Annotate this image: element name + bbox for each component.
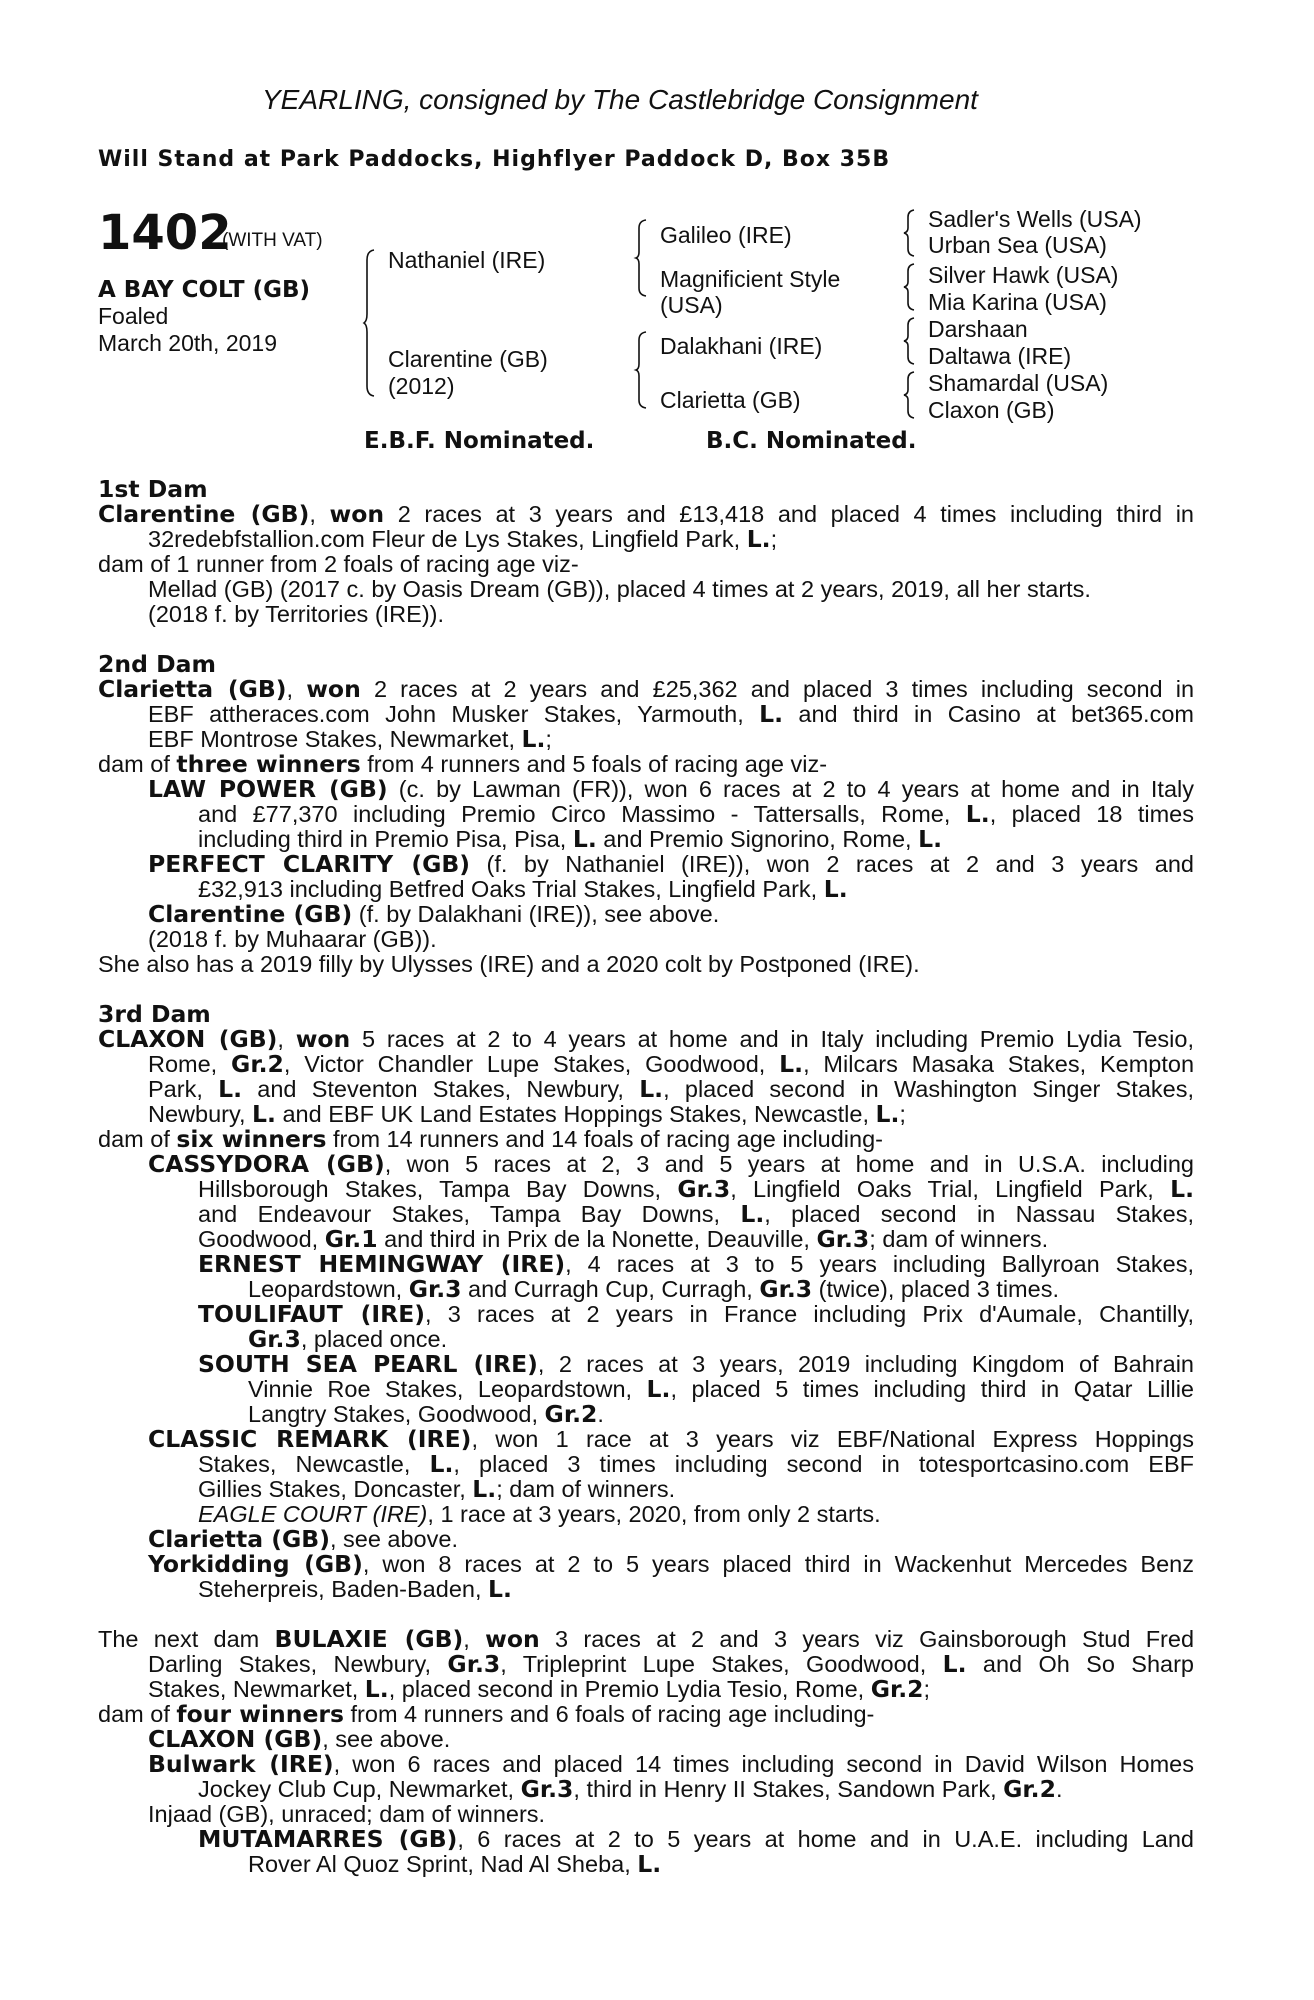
race-record: 3 races at 2 and 3 years viz Gainsborough Stud Fred <box>539 1626 1195 1652</box>
produce-line <box>198 1577 512 1602</box>
punct: ; <box>545 726 552 752</box>
text: dam of <box>98 751 177 777</box>
next-dam-line <box>148 1652 1194 1677</box>
pedigree-ssd: Urban Sea (USA) <box>928 232 1107 258</box>
race-text: and Premio Signorino, Rome, <box>596 826 919 852</box>
produce-line <box>198 1227 1048 1252</box>
text: from 14 runners and 14 foals of racing age including- <box>326 1126 883 1152</box>
group-label: Gr.2 <box>231 1050 284 1078</box>
race-text: and third in Prix de la Nonette, Deauville, <box>377 1226 817 1252</box>
race-record: 2 races at 3 years and £13,418 and placed 4 times including third in <box>397 501 1194 527</box>
grandproduce-line <box>198 1352 1194 1377</box>
produce-line <box>148 902 719 927</box>
listed-label: L. <box>875 1100 900 1128</box>
produce-line <box>148 852 1194 877</box>
pedigree-dam-year: (2012) <box>388 373 455 399</box>
produce-name: CLAXON (GB) <box>148 1725 323 1753</box>
pedigree-bracket-ss <box>904 208 916 258</box>
next-dam-line: The next dam BULAXIE (GB), won 3 races at 2 and 3 years viz Gainsborough Stud Fred <box>98 1625 1195 1653</box>
pedigree-dam: Clarentine (GB) <box>388 346 548 372</box>
race-text: , 2 races at 3 years, 2019 including Kingdom of Bahrain <box>537 1351 1194 1377</box>
produce-name: CASSYDORA (GB) <box>148 1150 385 1178</box>
race-text: , third in Henry II Stakes, Sandown Park, <box>573 1776 1004 1802</box>
race-text: ; dam of winners. <box>869 1226 1049 1252</box>
race-text: , placed second in Nassau Stakes, <box>764 1201 1195 1227</box>
pedigree-bracket-dam <box>636 330 648 410</box>
punct: . <box>1055 1776 1063 1802</box>
race-text: , Lingfield Oaks Trial, Lingfield Park, <box>730 1176 1171 1202</box>
group-label: Gr.3 <box>759 1275 813 1303</box>
produce-line <box>198 1777 1062 1802</box>
group-label: Gr.3 <box>408 1275 462 1303</box>
produce-line <box>148 1527 458 1552</box>
listed-label: L. <box>759 700 784 728</box>
race-text: and third in Casino at bet365.com <box>783 701 1194 727</box>
group-label: Gr.3 <box>447 1650 501 1678</box>
produce-name: TOULIFAUT (IRE) <box>198 1300 425 1328</box>
listed-label: L. <box>918 825 943 853</box>
produce-name: PERFECT CLARITY (GB) <box>148 850 471 878</box>
text: The next dam <box>98 1626 275 1652</box>
produce-line <box>198 1177 1194 1202</box>
listed-label: L. <box>779 1050 804 1078</box>
group-label: Gr.3 <box>816 1225 870 1253</box>
race-text: and Curragh Cup, Curragh, <box>461 1276 760 1302</box>
next-dam-line <box>98 1702 874 1727</box>
pedigree-dam-dam: Clarietta (GB) <box>660 387 801 413</box>
bc-nominated: B.C. Nominated. <box>706 428 917 454</box>
punct: ; <box>923 1676 931 1702</box>
race-text: and Endeavour Stakes, Tampa Bay Downs, <box>198 1201 741 1227</box>
third-dam-heading: 3rd Dam <box>98 1000 211 1028</box>
pedigree-bracket-dd <box>904 370 916 420</box>
punct: ; <box>770 526 778 552</box>
produce-name: Yorkidding (GB) <box>148 1550 363 1578</box>
listed-label: L. <box>746 525 771 553</box>
race-text: , placed second in Washington Singer Stakes, <box>663 1076 1194 1102</box>
vat-label: (WITH VAT) <box>222 230 323 251</box>
pedigree-dds: Shamardal (USA) <box>928 370 1109 396</box>
race-text: Rome, <box>148 1051 232 1077</box>
produce-name: SOUTH SEA PEARL (IRE) <box>198 1350 538 1378</box>
won-label: won <box>329 500 385 528</box>
dam-name: BULAXIE (GB) <box>274 1625 464 1653</box>
group-label: Gr.2 <box>1003 1775 1056 1803</box>
group-label: Gr.3 <box>248 1325 301 1353</box>
pedigree-ddd: Claxon (GB) <box>928 397 1055 423</box>
won-label: won <box>485 1625 540 1653</box>
race-text: Vinnie Roe Stakes, Leopardstown, <box>248 1376 647 1402</box>
listed-label: L. <box>1170 1175 1195 1203</box>
race-text: including third in Premio Pisa, Pisa, <box>198 826 573 852</box>
third-dam-line <box>148 1102 906 1127</box>
listed-label: L. <box>942 1650 967 1678</box>
group-label: Gr.2 <box>544 1400 598 1428</box>
listed-label: L. <box>646 1375 671 1403</box>
race-text: Rover Al Quoz Sprint, Nad Al Sheba, <box>248 1851 638 1877</box>
listed-label: L. <box>823 875 848 903</box>
punct: . <box>597 1401 604 1427</box>
grandproduce-line <box>198 1827 1194 1852</box>
produce-line <box>148 1552 1194 1577</box>
race-text: and EBF UK Land Estates Hoppings Stakes, Newcastle, <box>275 1101 876 1127</box>
produce-line <box>148 777 1194 802</box>
race-text: Leopardstown, <box>248 1276 409 1302</box>
group-label: Gr.3 <box>520 1775 574 1803</box>
produce-line <box>148 1727 450 1752</box>
foaled-label: Foaled <box>98 303 169 329</box>
race-text: 32redebfstallion.com Fleur de Lys Stakes, Lingfield Park, <box>148 526 747 552</box>
text: from 4 runners and 5 foals of racing age viz- <box>360 751 828 777</box>
horse-name: A BAY COLT (GB) <box>98 277 311 303</box>
pedigree-dam-sire: Dalakhani (IRE) <box>660 333 823 359</box>
race-text: , won 8 races at 2 to 5 years placed third in Wackenhut Mercedes Benz <box>362 1551 1194 1577</box>
produce-line <box>148 1752 1194 1777</box>
produce-line <box>198 1452 1194 1477</box>
group-label: Gr.1 <box>324 1225 378 1253</box>
pedigree-dsd: Daltawa (IRE) <box>928 343 1072 369</box>
race-text: Hillsborough Stakes, Tampa Bay Downs, <box>198 1176 678 1202</box>
listed-label: L. <box>429 1450 454 1478</box>
race-text: EBF Montrose Stakes, Newmarket, <box>148 726 522 752</box>
race-text: , placed second in Premio Lydia Tesio, Rome, <box>388 1676 871 1702</box>
pedigree-sdd: Mia Karina (USA) <box>928 289 1107 315</box>
pedigree-bracket-ds <box>904 316 916 366</box>
pedigree-sire-sire: Galileo (IRE) <box>660 222 792 248</box>
pedigree-sire-dam: Magnificient Style <box>660 266 841 292</box>
grandproduce-line <box>248 1327 447 1352</box>
third-dam-line <box>98 1127 883 1152</box>
produce-name: EAGLE COURT (IRE) <box>198 1501 428 1527</box>
third-dam-line <box>148 1077 1194 1102</box>
race-text: (f. by Nathaniel (IRE)), won 2 races at 2 and 3 years and <box>470 851 1194 877</box>
punct: ; <box>899 1101 906 1127</box>
pedigree-sss: Sadler's Wells (USA) <box>928 206 1142 232</box>
dam-name: CLAXON (GB) <box>98 1025 278 1053</box>
race-text: , placed once. <box>300 1326 448 1352</box>
race-text: , see above. <box>322 1726 451 1752</box>
pedigree-bracket-sire <box>636 218 648 298</box>
race-text: (c. by Lawman (FR)), won 6 races at 2 to 4 years at home and in Italy <box>387 776 1194 802</box>
second-dam-line <box>98 752 827 777</box>
produce-line <box>198 1202 1194 1227</box>
dam-name: Clarentine (GB) <box>98 500 310 528</box>
race-record: 5 races at 2 to 4 years at home and in Italy including Premio Lydia Tesio, <box>350 1026 1194 1052</box>
grandproduce-line <box>198 1252 1194 1277</box>
pedigree-bracket-sd <box>904 262 916 312</box>
pedigree-sire: Nathaniel (IRE) <box>388 247 546 273</box>
text: dam of <box>98 1126 177 1152</box>
pedigree-sire-dam-country: (USA) <box>660 292 723 318</box>
group-label: Gr.2 <box>870 1675 924 1703</box>
third-dam-line: CLAXON (GB), won 5 races at 2 to 4 years at home and in Italy including Premio Lydia Tesio, <box>98 1025 1194 1053</box>
second-dam-line <box>148 702 1194 727</box>
winners-count: four winners <box>176 1700 344 1728</box>
race-text: Gillies Stakes, Doncaster, <box>198 1476 473 1502</box>
listed-label: L. <box>472 1475 497 1503</box>
listed-label: L. <box>639 1075 664 1103</box>
produce-name: MUTAMARRES (GB) <box>198 1825 458 1853</box>
produce-name: LAW POWER (GB) <box>148 775 388 803</box>
produce-line <box>198 877 848 902</box>
race-text: , won 5 races at 2, 3 and 5 years at home and in U.S.A. including <box>384 1151 1195 1177</box>
produce-line <box>198 802 1194 827</box>
second-dam-heading: 2nd Dam <box>98 650 216 678</box>
produce-name: Bulwark (IRE) <box>148 1750 334 1778</box>
race-text: (f. by Dalakhani (IRE)), see above. <box>352 901 720 927</box>
winners-count: six winners <box>176 1125 327 1153</box>
produce-line <box>148 1152 1194 1177</box>
race-text: , Victor Chandler Lupe Stakes, Goodwood, <box>283 1051 780 1077</box>
foaled-date: March 20th, 2019 <box>98 330 278 356</box>
race-text: , won 1 race at 3 years viz EBF/National Express Hoppings <box>471 1426 1194 1452</box>
race-text: Stakes, Newmarket, <box>148 1676 365 1702</box>
grandproduce-line <box>248 1277 1059 1302</box>
produce-name: ERNEST HEMINGWAY (IRE) <box>198 1250 566 1278</box>
first-dam-line: Clarentine (GB), won 2 races at 3 years and £13,418 and placed 4 times including third in <box>98 500 1194 528</box>
listed-label: L. <box>965 800 990 828</box>
first-dam-produce: (2018 f. by Territories (IRE)). <box>148 601 445 627</box>
race-text: , placed 3 times including second in totesportcasino.com EBF <box>453 1451 1194 1477</box>
produce-line: (2018 f. by Muhaarar (GB)). <box>148 926 437 952</box>
race-record: 2 races at 2 years and £25,362 and placed 3 times including second in <box>373 676 1195 702</box>
first-dam-produce: Mellad (GB) (2017 c. by Oasis Dream (GB)), placed 4 times at 2 years, 2019, all her starts. <box>148 576 1091 602</box>
won-label: won <box>295 1025 351 1053</box>
race-text: Stakes, Newcastle, <box>198 1451 430 1477</box>
produce-note: She also has a 2019 filly by Ulysses (IRE) and a 2020 colt by Postponed (IRE). <box>98 951 920 977</box>
text: from 4 runners and 6 foals of racing age including- <box>344 1701 875 1727</box>
race-text: £32,913 including Betfred Oaks Trial Stakes, Lingfield Park, <box>198 876 824 902</box>
ebf-nominated: E.B.F. Nominated. <box>364 428 595 454</box>
next-dam-line <box>148 1677 930 1702</box>
race-text: , see above. <box>329 1526 458 1552</box>
race-text: , 3 races at 2 years in France including Prix d'Aumale, Chantilly, <box>425 1301 1194 1327</box>
grandproduce-line <box>248 1852 661 1877</box>
race-text: Newbury, <box>148 1101 253 1127</box>
dam-name: Clarietta (GB) <box>98 675 287 703</box>
race-text: Goodwood, <box>198 1226 325 1252</box>
race-text: , 1 race at 3 years, 2020, from only 2 starts. <box>427 1501 881 1527</box>
listed-label: L. <box>218 1075 243 1103</box>
race-text: Langtry Stakes, Goodwood, <box>248 1401 545 1427</box>
pedigree-dss: Darshaan <box>928 316 1028 342</box>
lot-number: 1402 <box>98 205 232 261</box>
pedigree-sds: Silver Hawk (USA) <box>928 262 1119 288</box>
race-text: (twice), placed 3 times. <box>812 1276 1059 1302</box>
second-dam-line: Clarietta (GB), won 2 races at 2 years and £25,362 and placed 3 times including second in <box>98 675 1195 703</box>
produce-line <box>148 1427 1194 1452</box>
race-text: Darling Stakes, Newbury, <box>148 1651 448 1677</box>
group-label: Gr.3 <box>677 1175 731 1203</box>
winners-count: three winners <box>176 750 361 778</box>
listed-label: L. <box>637 1850 662 1878</box>
first-dam-heading: 1st Dam <box>98 475 208 503</box>
race-text: Jockey Club Cup, Newmarket, <box>198 1776 521 1802</box>
listed-label: L. <box>488 1575 512 1603</box>
race-text: Steherpreis, Baden-Baden, <box>198 1576 489 1602</box>
race-text: ; dam of winners. <box>496 1476 676 1502</box>
grandproduce-line <box>198 1502 881 1527</box>
third-dam-line <box>148 1052 1194 1077</box>
listed-label: L. <box>572 825 597 853</box>
race-text: and Oh So Sharp <box>966 1651 1194 1677</box>
race-text: , Milcars Masaka Stakes, Kempton <box>803 1051 1195 1077</box>
stand-location: Will Stand at Park Paddocks, Highflyer Paddock D, Box 35B <box>98 147 891 172</box>
race-text: , 6 races at 2 to 5 years at home and in U.A.E. including Land <box>457 1826 1194 1852</box>
won-label: won <box>306 675 361 703</box>
race-text: Park, <box>148 1076 219 1102</box>
race-text: , 4 races at 3 to 5 years including Ballyroan Stakes, <box>565 1251 1195 1277</box>
pedigree-bracket-sire-dam <box>364 248 376 398</box>
produce-name: CLASSIC REMARK (IRE) <box>148 1425 472 1453</box>
second-dam-line <box>148 727 552 752</box>
listed-label: L. <box>521 725 546 753</box>
grandproduce-line <box>198 1302 1194 1327</box>
text: dam of <box>98 1701 177 1727</box>
listed-label: L. <box>364 1675 389 1703</box>
race-text: , won 6 races and placed 14 times including second in David Wilson Homes <box>333 1751 1194 1777</box>
race-text: , Tripleprint Lupe Stakes, Goodwood, <box>500 1651 943 1677</box>
grandproduce-line <box>248 1377 1194 1402</box>
produce-line <box>198 827 942 852</box>
grandproduce-line <box>248 1402 604 1427</box>
produce-name: Clarentine (GB) <box>148 900 353 928</box>
produce-name: Clarietta (GB) <box>148 1525 330 1553</box>
first-dam-line <box>148 527 777 552</box>
race-text: and £77,370 including Premio Circo Massimo - Tattersalls, Rome, <box>198 801 966 827</box>
race-text: , placed 18 times <box>989 801 1194 827</box>
produce-line: Injaad (GB), unraced; dam of winners. <box>148 1801 546 1827</box>
consignment-heading: YEARLING, consigned by The Castlebridge Consignment <box>262 84 978 115</box>
produce-line <box>198 1477 675 1502</box>
listed-label: L. <box>740 1200 765 1228</box>
race-text: EBF attheraces.com John Musker Stakes, Yarmouth, <box>148 701 760 727</box>
race-text: , placed 5 times including third in Qatar Lillie <box>670 1376 1194 1402</box>
first-dam-line: dam of 1 runner from 2 foals of racing age viz- <box>98 551 579 577</box>
listed-label: L. <box>252 1100 276 1128</box>
race-text: and Steventon Stakes, Newbury, <box>242 1076 640 1102</box>
